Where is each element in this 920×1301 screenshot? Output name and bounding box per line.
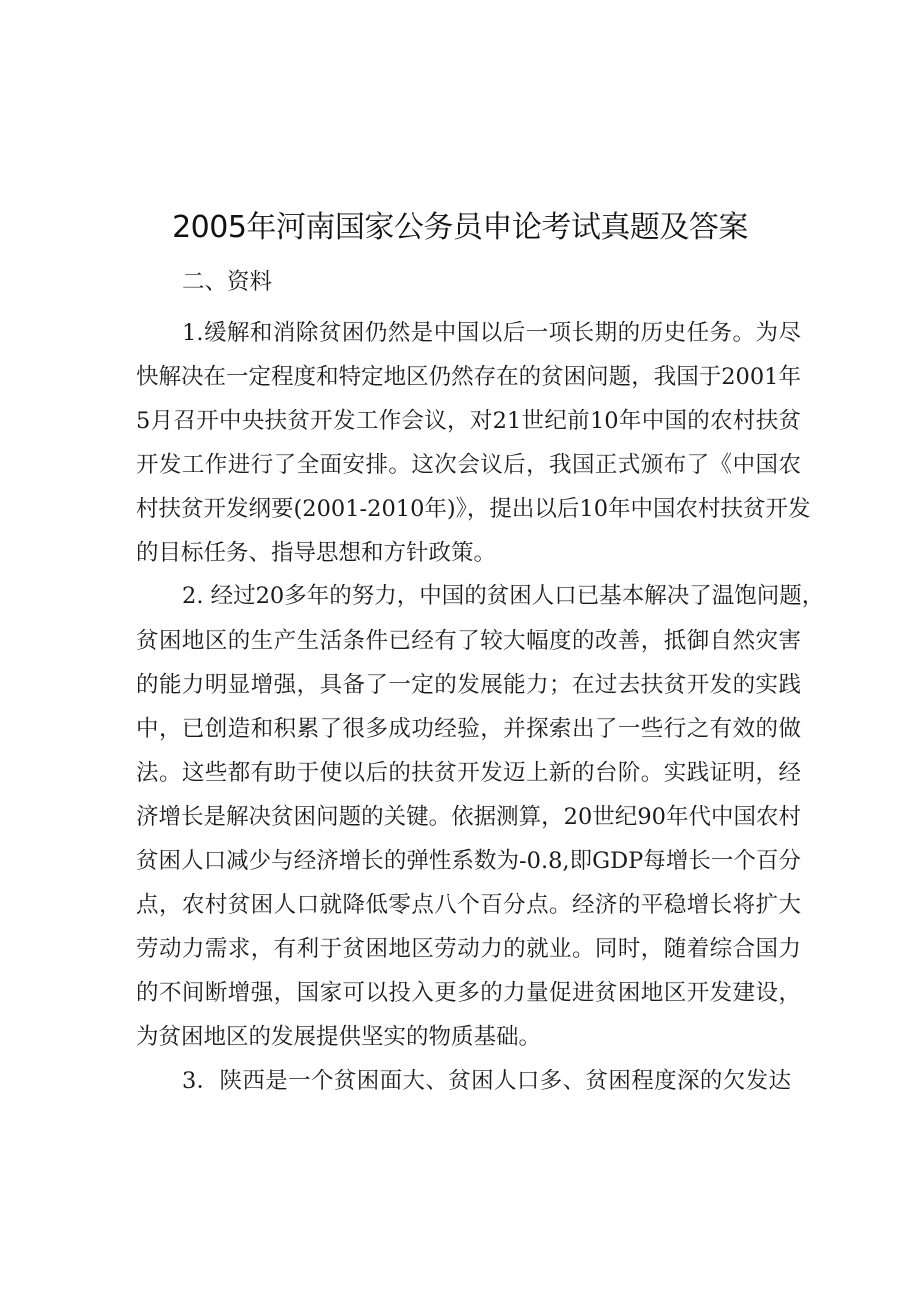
paragraph-line: 3．陕西是一个贫困面大、贫困人口多、贫困程度深的欠发达 bbox=[182, 1068, 791, 1094]
paragraph-line: 的能力明显增强，具备了一定的发展能力；在过去扶贫开发的实践 bbox=[136, 672, 801, 698]
paragraph-line: 中，已创造和积累了很多成功经验，并探索出了一些行之有效的做 bbox=[136, 716, 801, 742]
paragraph-line: 劳动力需求，有利于贫困地区劳动力的就业。同时，随着综合国力 bbox=[136, 936, 801, 962]
section-heading: 二、资料 bbox=[182, 269, 273, 295]
paragraph-line: 1.缓解和消除贫困仍然是中国以后一项长期的历史任务。为尽 bbox=[182, 320, 801, 346]
paragraph-line: 的不间断增强，国家可以投入更多的力量促进贫困地区开发建设， bbox=[136, 980, 801, 1006]
paragraph-line: 济增长是解决贫困问题的关键。依据测算，20世纪90年代中国农村 bbox=[136, 804, 801, 830]
paragraph-line: 5月召开中央扶贫开发工作会议，对21世纪前10年中国的农村扶贫 bbox=[136, 408, 801, 434]
document-title: 2005年河南国家公务员申论考试真题及答案 bbox=[172, 210, 748, 245]
paragraph-line: 2. 经过20多年的努力，中国的贫困人口已基本解决了温饱问题， bbox=[182, 583, 825, 609]
paragraph-line: 快解决在一定程度和特定地区仍然存在的贫困问题，我国于2001年 bbox=[136, 364, 801, 390]
paragraph-line: 的目标任务、指导思想和方针政策。 bbox=[136, 540, 497, 566]
paragraph-line: 贫困地区的生产生活条件已经有了较大幅度的改善，抵御自然灾害 bbox=[136, 628, 801, 654]
paragraph-line: 点，农村贫困人口就降低零点八个百分点。经济的平稳增长将扩大 bbox=[136, 892, 801, 918]
paragraph-line: 开发工作进行了全面安排。这次会议后，我国正式颁布了《中国农 bbox=[136, 452, 801, 478]
paragraph-line: 村扶贫开发纲要(2001-2010年)》，提出以后10年中国农村扶贫开发 bbox=[136, 496, 811, 522]
paragraph-line: 贫困人口减少与经济增长的弹性系数为-0.8,即GDP每增长一个百分 bbox=[136, 848, 801, 874]
paragraph-line: 法。这些都有助于使以后的扶贫开发迈上新的台阶。实践证明，经 bbox=[136, 760, 801, 786]
paragraph-line: 为贫困地区的发展提供坚实的物质基础。 bbox=[136, 1024, 542, 1050]
